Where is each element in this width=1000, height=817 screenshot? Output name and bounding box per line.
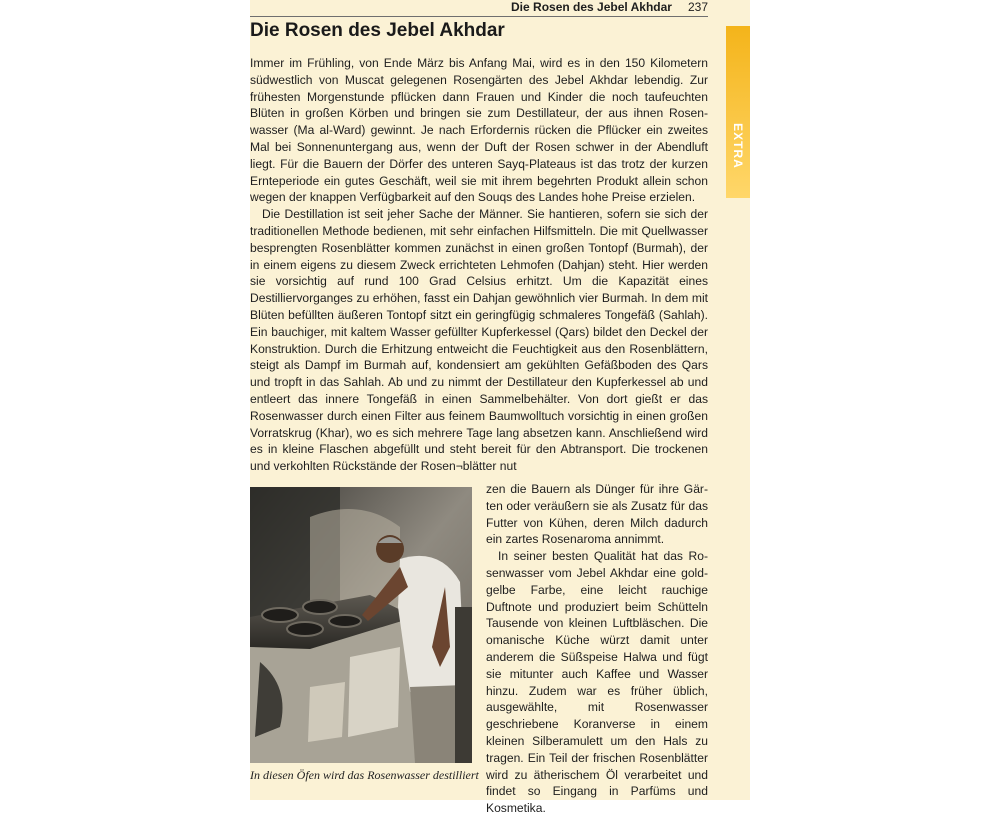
page-number: 237 <box>687 0 708 14</box>
article-body-full-width <box>250 55 708 475</box>
extra-tab-label: EXTRA <box>731 123 745 169</box>
paragraph-3: In seiner besten Qualität hat das Rosenwasser vom Jebel Akhdar eine goldgelbe Farbe, eine leicht rauchige Duftnote und produziert beim Schütteln Tausende von kleinen Luftbläschen. Die omanische Küche würzt damit unter anderem die Süßspeise Halwa und fügt sie mitunter auch Kaffee und Wasser hinzu. Zudem war es früher üblich, ausgewählte, mit Rosenwasser geschriebene Koranverse in einem kleinen Silberamulett um den Hals zu tragen. Ein Teil der frischen Rosenblätter wird zu ätherischem Öl verarbeitet und findet so Eingang in Parfüms und Kosmetika. <box>486 549 708 816</box>
running-header-title: Die Rosen des Jebel Akhdar <box>511 0 672 14</box>
paragraph-1: Immer im Frühling, von Ende März bis Anfang Mai, wird es in den 150 Kilometern südwestlich von Muscat gelegenen Rosengärten des Jebel Akhdar lebendig. Zur frühesten Morgenstunde pflücken dann Frauen und Kinder die noch taufeuchten Blüten in großen Körben und bringen sie zum Destillateur, der aus ihnen Rosenwasser (Ma al-Ward) gewinnt. Je nach Erfordernis rücken die Pflücker ein zweites Mal bei Sonnenuntergang aus, wenn der Duft der Rosen schwer in der Abendluft liegt. Für die Bauern der Dörfer des unteren Sayq-Plateaus ist das trotz der kurzen Ernteperiode ein gutes Geschäft, weil sie mit ihrem begehrten Produkt allein schon wegen der knappen Verfügbarkeit auf den Souqs des Landes hohe Preise erzielen. <box>250 56 708 205</box>
paragraph-2-continued: zen die Bauern als Dünger für ihre Gärten oder veräußern sie als Zusatz für das Futter von Kühen, deren Milch dadurch ein zartes Rosenaroma annimmt. <box>486 482 708 547</box>
article-headline: Die Rosen des Jebel Akhdar <box>250 20 505 41</box>
article-body-right-column <box>486 481 708 817</box>
book-page <box>250 0 750 816</box>
distillery-photo-illustration <box>250 487 472 763</box>
distillery-photo <box>250 487 472 763</box>
running-header <box>250 0 708 17</box>
extra-section-tab <box>726 26 750 198</box>
photo-caption: In diesen Öfen wird das Rosenwasser destilliert <box>250 768 479 782</box>
paragraph-2: Die Destillation ist seit jeher Sache der Männer. Sie hantieren, sofern sie sich der traditionellen Methode bedienen, mit sehr einfachen Hilfsmitteln. Die mit Quellwasser besprengten Rosenblätter kommen zunächst in einen großen Tontopf (Burmah), der in einem eigens zu diesem Zweck errichteten Lehmofen (Dahjan) steht. Hier werden sie vorsichtig auf rund 100 Grad Celsius erhitzt. Um die Kapazität eines Destilliervorganges zu erhöhen, fasst ein Dahjan gewöhnlich vier Burmah. In dem mit Blüten befüllten äußeren Tontopf sitzt ein geringfügig schmaleres Tongefäß (Sahlah). Ein bauchiger, mit kaltem Wasser gefüllter Kupferkessel (Qars) bildet den Deckel der Konstruktion. Durch die Erhitzung entweicht die Feuchtigkeit aus den Rosenblättern, steigt als Dampf im Burmah auf, kondensiert am gekühlten Gefäßboden des Qars und tropft in das Sahlah. Ab und zu nimmt der Destillateur den Kupferkessel ab und entleert das innere Tongefäß in einen Sammelbehälter. Von dort gießt er das Rosenwasser durch einen Filter aus feinem Baumwolltuch vorsichtig in einen großen Vorratskrug (Khar), wo es sich mehrere Tage lang absetzen kann. Anschließend wird es in kleine Flaschen abgefüllt und steht bereit für den Abtransport. Die trockenen und verkohlten Rückstände der Rosen¬blätter nut <box>250 207 708 474</box>
